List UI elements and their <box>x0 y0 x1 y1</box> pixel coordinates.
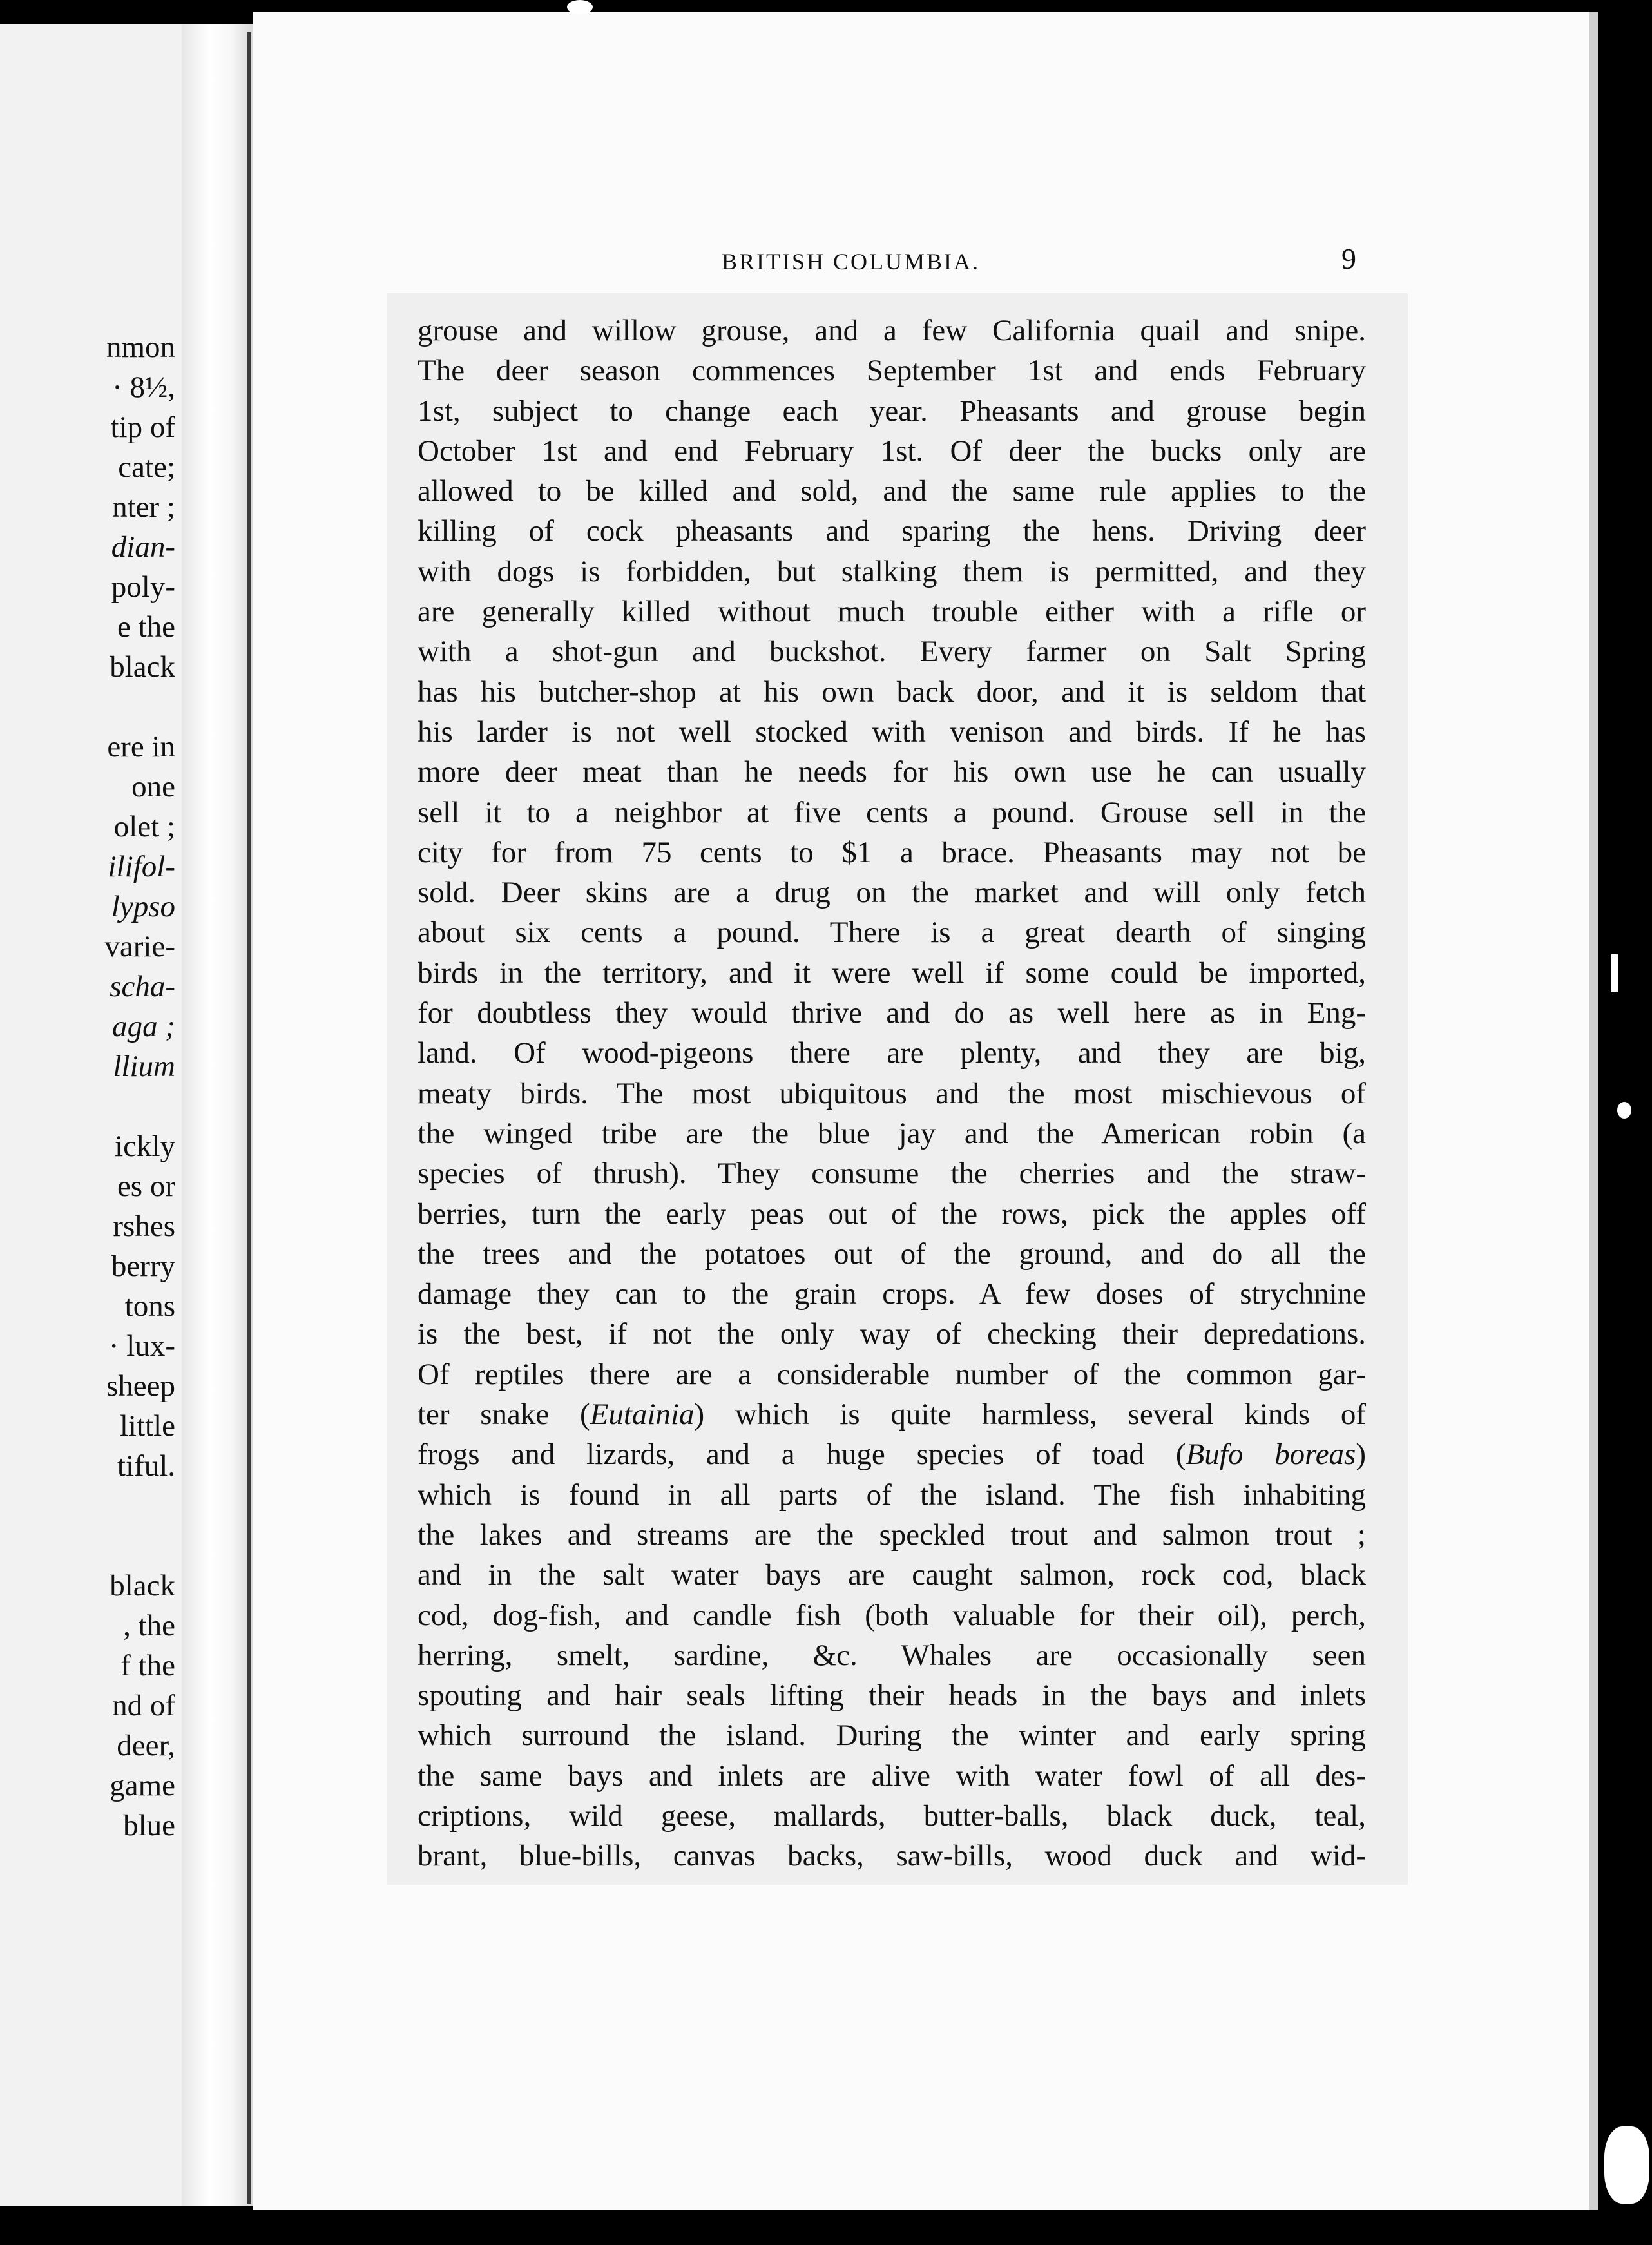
body-text-line: more deer meat than he needs for his own use he can usually <box>418 755 1366 789</box>
body-text-line: the trees and the potatoes out of the ground, and do all the <box>418 1237 1366 1271</box>
left-page-line: tip of <box>110 410 175 444</box>
left-page-text-fragments <box>104 327 175 1845</box>
body-text-line: for doubtless they would thrive and do as well here as in Eng- <box>418 996 1366 1030</box>
scan-speck <box>567 0 593 14</box>
body-text-line: Of reptiles there are a considerable number of the common gar- <box>418 1357 1366 1391</box>
left-page-line: little <box>119 1409 175 1443</box>
left-page-line: black <box>110 1569 175 1603</box>
left-page-line: nter ; <box>112 490 175 524</box>
page-edge <box>1589 12 1598 2210</box>
body-text-line: October 1st and end February 1st. Of deer the bucks only are <box>418 434 1366 468</box>
left-page-line: one <box>131 770 175 804</box>
body-text-line: sell it to a neighbor at five cents a pound. Grouse sell in the <box>418 795 1366 829</box>
body-text-line: which surround the island. During the winter and early spring <box>418 1719 1366 1753</box>
left-facing-page <box>0 24 183 2206</box>
body-text-line: killing of cock pheasants and sparing the hens. Driving deer <box>418 514 1366 548</box>
body-text-line: The deer season commences September 1st and ends February <box>418 354 1366 388</box>
left-page-line: sheep <box>106 1369 175 1403</box>
left-page-line: nmon <box>106 331 175 364</box>
scan-speck <box>1604 2126 1649 2204</box>
body-text-line: damage they can to the grain crops. A few doses of strychnine <box>418 1277 1366 1311</box>
left-page-line: ilifol- <box>108 850 175 883</box>
left-page-line: llium <box>113 1050 175 1083</box>
left-page-line: black <box>110 650 175 684</box>
body-text-line: the same bays and inlets are alive with water fowl of all des- <box>418 1758 1366 1793</box>
body-text-line: land. Of wood-pigeons there are plenty, and they are big, <box>418 1036 1366 1070</box>
left-page-line <box>104 1486 175 1526</box>
body-text-line: the winged tribe are the blue jay and the American robin (a <box>418 1116 1366 1150</box>
italic-taxon-name: Eutainia <box>590 1398 695 1432</box>
left-page-line: poly- <box>111 570 175 604</box>
left-page-line: , the <box>123 1609 175 1643</box>
left-page-line <box>104 687 175 727</box>
body-text-line: brant, blue-bills, canvas backs, saw-bills, wood duck and wid- <box>418 1839 1366 1873</box>
scan-speck <box>1617 1102 1631 1119</box>
book-gutter <box>182 24 253 2206</box>
scan-speck <box>1611 954 1618 992</box>
body-text-line: ter snake (Eutainia) which is quite harmless, several kinds of <box>418 1398 1367 1432</box>
italic-taxon-name: Bufo boreas <box>1186 1438 1356 1472</box>
body-text-line: meaty birds. The most ubiquitous and the most mischievous of <box>418 1076 1366 1110</box>
body-text-line: 1st, subject to change each year. Pheasants and grouse begin <box>418 394 1366 428</box>
left-page-line: · lux- <box>108 1329 175 1363</box>
left-page-line: ere in <box>107 730 175 764</box>
body-text-line: his larder is not well stocked with venison and birds. If he has <box>418 715 1366 749</box>
body-text-line: is the best, if not the only way of checking their depredations. <box>418 1317 1366 1351</box>
body-text-line: are generally killed without much trouble either with a rifle or <box>418 595 1366 629</box>
body-text-line: birds in the territory, and it were well if some could be imported, <box>418 956 1366 990</box>
body-text-line: which is found in all parts of the island. The fish inhabiting <box>418 1478 1366 1512</box>
left-page-line: rshes <box>113 1209 175 1243</box>
body-text-line: grouse and willow grouse, and a few California quail and snipe. <box>418 314 1366 347</box>
left-page-line: tons <box>124 1289 175 1323</box>
body-text-line: and in the salt water bays are caught salmon, rock cod, black <box>418 1558 1366 1592</box>
left-page-line <box>104 1526 175 1566</box>
body-text-line: species of thrush). They consume the cherries and the straw- <box>418 1157 1366 1191</box>
left-page-line: nd of <box>112 1689 175 1722</box>
left-page-line: scha- <box>110 970 175 1003</box>
running-head: BRITISH COLUMBIA. <box>722 249 981 275</box>
left-page-line: varie- <box>104 930 175 963</box>
body-text-line: berries, turn the early peas out of the rows, pick the apples off <box>418 1197 1366 1231</box>
body-text-line: frogs and lizards, and a huge species of toad (Bufo boreas) <box>418 1438 1367 1472</box>
left-page-line: aga ; <box>112 1010 175 1043</box>
body-text-line: criptions, wild geese, mallards, butter-balls, black duck, teal, <box>418 1798 1366 1833</box>
body-text-line: city for from 75 cents to $1 a brace. Pheasants may not be <box>418 835 1366 869</box>
left-page-line: dian- <box>111 530 175 564</box>
body-text-line: sold. Deer skins are a drug on the market and will only fetch <box>418 876 1366 910</box>
left-page-line: lypso <box>111 890 175 923</box>
left-page-line: tiful. <box>117 1449 175 1483</box>
left-page-line: deer, <box>117 1729 175 1762</box>
left-page-line: · 8½, <box>112 371 175 404</box>
left-page-line: cate; <box>118 450 175 484</box>
left-page-line: olet ; <box>113 810 175 843</box>
left-page-line: e the <box>117 610 175 644</box>
body-text-line: herring, smelt, sardine, &c. Whales are occasionally seen <box>418 1638 1366 1672</box>
body-text-line: about six cents a pound. There is a great dearth of singing <box>418 916 1366 950</box>
binding-shadow <box>247 32 251 2204</box>
body-text-line: the lakes and streams are the speckled trout and salmon trout ; <box>418 1518 1366 1552</box>
body-text <box>418 311 1366 1876</box>
page-number: 9 <box>1341 242 1356 275</box>
body-text-line: with a shot-gun and buckshot. Every farmer on Salt Spring <box>418 635 1366 669</box>
body-text-line: has his butcher-shop at his own back door, and it is seldom that <box>418 675 1366 709</box>
body-text-line: cod, dog-fish, and candle fish (both valuable for their oil), perch, <box>418 1598 1366 1632</box>
left-page-line <box>104 1086 175 1126</box>
left-page-line: es or <box>117 1170 175 1203</box>
left-page-line: ickly <box>115 1130 175 1163</box>
body-text-line: spouting and hair seals lifting their heads in the bays and inlets <box>418 1679 1366 1713</box>
left-page-line: berry <box>111 1249 175 1283</box>
body-text-line: with dogs is forbidden, but stalking them is permitted, and they <box>418 554 1366 588</box>
left-page-line: f the <box>120 1649 175 1682</box>
left-page-line: game <box>110 1769 175 1802</box>
body-text-line: allowed to be killed and sold, and the same rule applies to the <box>418 474 1366 508</box>
left-page-line: blue <box>123 1809 175 1842</box>
